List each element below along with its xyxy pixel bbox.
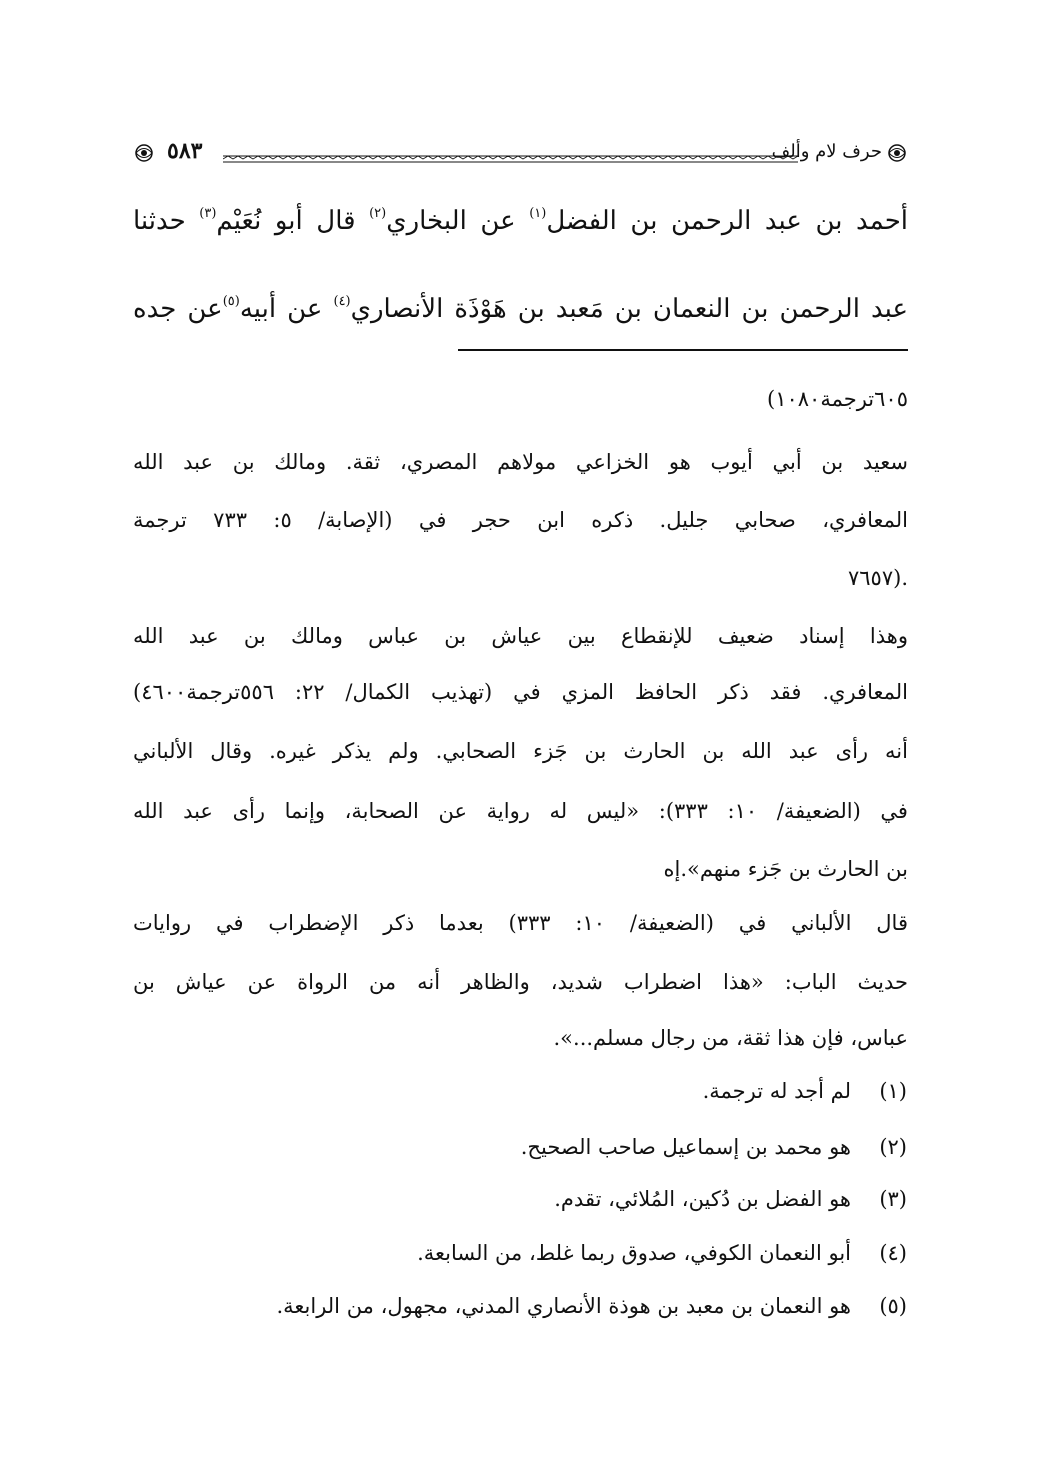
footnote-line: في (الضعيفة/ ١٠: ٣٣٣): «ليس له رواية عن الصحابة، وإنما رأى عبد الله: [133, 799, 908, 823]
main-text: عن جده: [133, 294, 223, 324]
main-text: عبد الرحمن بن النعمان بن مَعبد بن هَوْذَة الأنصاري: [350, 294, 908, 324]
footnote-number: (٣): [879, 1187, 907, 1211]
header-decorative-rule: [223, 154, 798, 164]
main-text: أحمد بن عبد الرحمن بن الفضل: [546, 206, 908, 236]
main-text-line-1: [133, 194, 908, 241]
footnote-line: المعافري. فقد ذكر الحافظ المزي في (تهذيب الكمال/ ٢٢: ٥٥٦ترجمة٤٦٠٠): [133, 680, 908, 704]
footnote-number: (٥): [879, 1294, 907, 1318]
chapter-title: حرف لام وألف: [771, 141, 882, 162]
footnote-ref-4[interactable]: (٤): [333, 294, 351, 309]
footnote-item-5: [276, 1291, 907, 1321]
left-ornament-icon: [133, 142, 155, 164]
footnote-ref-5[interactable]: (٥): [222, 294, 240, 309]
right-ornament-icon: [886, 142, 908, 164]
footnote-line: قال الألباني في (الضعيفة/ ١٠: ٣٣٣) بعدما ذكر الإضطراب في روايات: [133, 911, 908, 935]
footnote-separator: [458, 349, 908, 351]
footnote-item-1: [703, 1076, 907, 1106]
footnote-text: هو محمد بن إسماعيل صاحب الصحيح.: [520, 1135, 851, 1159]
footnote-line: أنه رأى عبد الله بن الحارث بن جَزء الصحابي. ولم يذكر غيره. وقال الألباني: [133, 739, 908, 763]
footnote-line: بن الحارث بن جَزء منهم».إه: [663, 857, 908, 881]
footnote-line: حديث الباب: «هذا اضطراب شديد، والظاهر أنه من الرواة عن عياش بن: [133, 970, 908, 994]
page-header: [133, 138, 908, 174]
main-text: قال أبو نُعَيْم: [216, 206, 370, 236]
footnote-line: عباس، فإن هذا ثقة، من رجال مسلم...».: [553, 1026, 908, 1050]
footnote-ref-2[interactable]: (٢): [369, 206, 387, 221]
footnote-text: لم أجد له ترجمة.: [702, 1079, 851, 1103]
footnote-line: سعيد بن أبي أيوب هو الخزاعي مولاهم المصري، ثقة. ومالك بن عبد الله: [133, 450, 908, 474]
footnote-ref-3[interactable]: (٣): [199, 206, 217, 221]
main-text: حدثنا: [133, 206, 200, 236]
footnote-item-3: [554, 1184, 907, 1214]
footnote-text: هو الفضل بن دُكين، المُلائي، تقدم.: [554, 1187, 851, 1211]
footnote-line: المعافري، صحابي جليل. ذكره ابن حجر في (الإصابة/ ٥: ٧٣٣ ترجمة: [133, 508, 908, 532]
main-text-line-2: [133, 282, 908, 329]
footnote-ref-1[interactable]: (١): [529, 206, 547, 221]
footnote-item-2: [521, 1132, 907, 1162]
footnote-item-4: [417, 1238, 907, 1268]
footnote-line: ٦٠٥ترجمة١٠٨٠): [767, 387, 908, 411]
footnote-number: (١): [879, 1079, 907, 1103]
footnote-text: أبو النعمان الكوفي، صدوق ربما غلط، من السابعة.: [417, 1241, 851, 1265]
footnote-line: وهذا إسناد ضعيف للإنقطاع بين عياش بن عباس ومالك بن عبد الله: [133, 624, 908, 648]
footnote-line: .(٧٦٥٧: [848, 566, 908, 590]
footnote-number: (٤): [879, 1241, 907, 1265]
main-text: عن أبيه: [239, 294, 334, 324]
main-text: عن البخاري: [386, 206, 530, 236]
footnote-number: (٢): [879, 1135, 907, 1159]
footnote-text: هو النعمان بن معبد بن هوذة الأنصاري المدني، مجهول، من الرابعة.: [276, 1294, 851, 1318]
page-number: ٥٨٣: [167, 138, 203, 164]
